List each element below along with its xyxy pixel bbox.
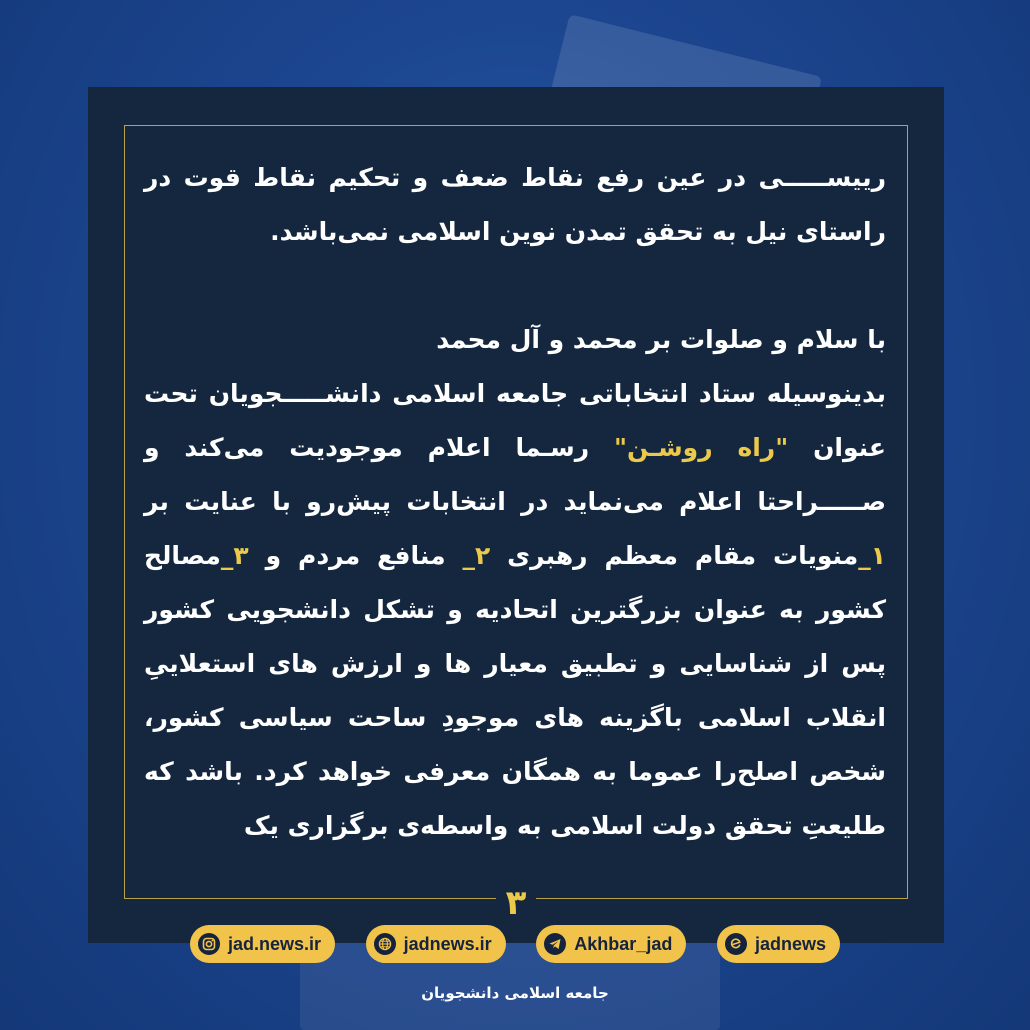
- instagram-handle: jad.news.ir: [228, 933, 322, 954]
- website-link[interactable]: [366, 925, 506, 963]
- announcement-end: مصالح کشور به عنوان بزرگترین اتحادیه و تشکل دانشجویی کشور پس از شناسایی و تطبیق معیار ها و ارزش های استعلاییِ انقلاب اسلامی باگزینه های موجودِ ساحت سیاسی کشور، شخص اصلح‌را عموما به همگان معرفی خواهد کرد. باشد که طلیعتِ تحقق دولت اسلامی به واسطه‌ی برگزاری یک: [144, 541, 886, 840]
- page-number: ۳: [496, 882, 536, 924]
- instagram-link[interactable]: [190, 925, 335, 963]
- eitaa-link[interactable]: [717, 925, 840, 963]
- website-url: jadnews.ir: [403, 933, 492, 954]
- globe-icon: [374, 933, 396, 955]
- telegram-handle: Akhbar_jad: [574, 933, 673, 954]
- paragraph-intro: رییســـــی در عین رفع نقاط ضعف و تحکیم نقاط قوت در راستای نیل به تحقق تمدن نوین اسلامی نمی‌باشد.: [144, 163, 886, 246]
- item-1-text: منویات مقام معظم رهبری: [490, 541, 859, 570]
- social-links-bar: [190, 925, 840, 965]
- organization-name: جامعه اسلامی دانشجویان: [421, 984, 609, 1002]
- item-number-3: ۳_: [220, 541, 249, 570]
- item-number-1: ۱_: [858, 541, 886, 570]
- paragraph-announcement: [144, 367, 886, 853]
- statement-text: [144, 151, 886, 853]
- eitaa-icon: [725, 933, 747, 955]
- announcement-mid: رسـما اعلام موجودیت می‌کند و صـــــراحتا اعلام می‌نماید در انتخابات پیش‌رو با عنایت بر: [144, 433, 886, 516]
- item-2-text: منافع مردم و: [248, 541, 463, 570]
- campaign-name: "راه روشـن": [614, 433, 789, 462]
- eitaa-handle: jadnews: [754, 933, 826, 954]
- instagram-icon: [198, 933, 220, 955]
- content-panel: [88, 87, 944, 943]
- telegram-link[interactable]: [536, 925, 686, 963]
- announcement-start: بدینوسیله ستاد انتخاباتی جامعه اسلامی دانشـــــجویان تحت عنوان: [144, 379, 886, 462]
- telegram-icon: [544, 933, 566, 955]
- item-number-2: ۲_: [462, 541, 491, 570]
- salutation-line: با سلام و صلوات بر محمد و آل محمد: [436, 325, 886, 354]
